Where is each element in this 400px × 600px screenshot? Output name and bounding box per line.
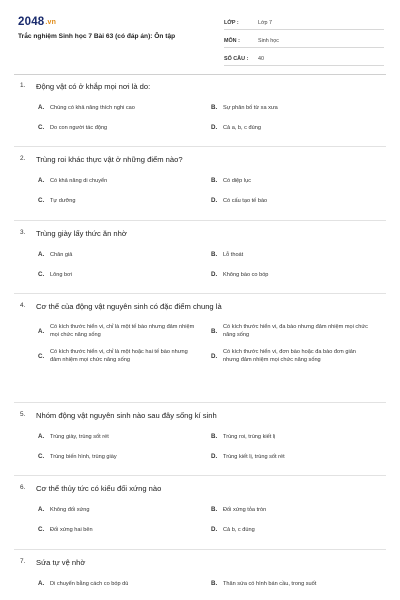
option-text: Tự dưỡng [50,198,76,204]
page-header [0,0,400,78]
option-text: Có kích thước hiển vi, đa bào nhưng đảm nhiệm mọi chức năng sống [223,324,368,338]
option-b[interactable] [211,251,384,259]
option-letter: D. [211,352,218,360]
option-letter: C. [38,352,45,360]
option-letter: B. [211,433,218,440]
option-d[interactable] [211,271,384,279]
question-text: Trùng roi khác thực vật ở những điểm nào? [36,155,183,164]
question-number: 3. [20,229,26,236]
option-letter: D. [211,197,218,204]
option-b[interactable] [211,177,384,185]
option-a[interactable] [38,177,211,185]
site-logo[interactable] [18,16,56,28]
option-letter: D. [211,124,218,131]
option-text: Cả a, b, c đúng [223,125,261,131]
option-letter: A. [38,506,45,513]
option-text: Sự phân bố từ xa xưa [223,105,278,111]
option-letter: B. [211,327,218,335]
question-divider [14,293,386,294]
question-divider [14,146,386,147]
question-number: 4. [20,302,26,309]
option-d[interactable] [211,453,384,461]
question-number: 7. [20,558,26,565]
option-text: Không bào co bóp [223,272,269,278]
question-divider [14,402,386,403]
option-c[interactable] [38,453,211,461]
option-text: Chân giả [50,252,73,258]
header-divider [14,74,386,75]
question-3 [14,229,386,279]
option-a[interactable] [38,323,211,339]
option-text: Có kích thước hiển vi, đơn bào hoặc đa bào đơn giản nhưng đảm nhiệm mọi chức năng sống [223,349,356,363]
option-letter: D. [211,526,218,533]
page-title: Trắc nghiệm Sinh học 7 Bài 63 (có đáp án): Ôn tập [18,33,176,40]
option-b[interactable] [211,104,384,112]
question-2 [14,155,386,205]
option-letter: C. [38,197,45,204]
option-c[interactable] [38,348,211,364]
option-text: Lông bơi [50,272,73,278]
logo-main-text: 2048 [18,16,45,28]
option-d[interactable] [211,526,384,534]
option-letter: D. [211,453,218,460]
option-b[interactable] [211,323,384,339]
question-6 [14,484,386,534]
question-divider [14,220,386,221]
option-d[interactable] [211,124,384,132]
option-text: Trùng giày, trùng sốt rét [50,434,109,440]
option-letter: C. [38,271,45,278]
option-text: Thân sứa có hình bán cầu, trong suốt [223,581,317,587]
logo-sub-text: .vn [45,19,57,26]
option-letter: B. [211,580,218,587]
question-text: Cơ thể thủy tức có kiểu đối xứng nào [36,484,162,493]
question-text: Trùng giày lấy thức ăn nhờ [36,229,127,238]
option-c[interactable] [38,197,211,205]
option-letter: A. [38,177,45,184]
option-text: Không đối xứng [50,507,90,513]
option-text: Có khả năng di chuyển [50,178,108,184]
question-4 [14,302,386,364]
option-c[interactable] [38,526,211,534]
meta-info [224,16,384,70]
option-text: Có diệp lục [223,178,251,184]
meta-value: Sinh học [258,37,279,44]
question-5 [14,411,386,461]
option-a[interactable] [38,251,211,259]
option-b[interactable] [211,433,384,441]
option-c[interactable] [38,271,211,279]
option-text: Cả b, c đúng [223,527,255,533]
option-text: Trùng roi, trùng kiết lị [223,434,276,440]
question-number: 1. [20,82,26,89]
option-letter: A. [38,580,45,587]
meta-label: SỐ CÂU : [224,55,249,62]
option-text: Đối xứng hai bên [50,527,93,533]
question-text: Nhóm động vật nguyên sinh nào sau đây sống kí sinh [36,411,217,420]
option-letter: A. [38,104,45,111]
question-number: 2. [20,155,26,162]
meta-row-count [224,52,384,66]
meta-label: MÔN : [224,37,240,44]
option-letter: B. [211,104,218,111]
option-letter: A. [38,251,45,258]
question-7 [14,558,386,588]
option-text: Có cấu tạo tế bào [223,198,268,204]
option-text: Đối xứng tỏa tròn [223,507,267,513]
option-text: Di chuyển bằng cách co bóp dù [50,581,129,587]
option-a[interactable] [38,580,211,588]
option-text: Lỗ thoát [223,252,244,258]
option-c[interactable] [38,124,211,132]
option-letter: B. [211,177,218,184]
option-letter: A. [38,433,45,440]
question-divider [14,475,386,476]
option-b[interactable] [211,506,384,514]
option-text: Trùng kiết lị, trùng sốt rét [223,454,285,460]
option-a[interactable] [38,104,211,112]
question-text: Sứa tự vệ nhờ [36,558,86,567]
option-b[interactable] [211,580,384,588]
option-a[interactable] [38,433,211,441]
meta-row-grade [224,16,384,30]
option-text: Do con người tác động [50,125,108,131]
option-letter: A. [38,327,45,335]
question-1 [14,82,386,132]
question-text: Động vật có ở khắp mọi nơi là do: [36,82,151,91]
option-text: Trùng biến hình, trùng giày [50,454,117,460]
meta-value: 40 [258,55,264,62]
option-letter: C. [38,124,45,131]
option-letter: C. [38,453,45,460]
question-number: 5. [20,411,26,418]
option-letter: B. [211,251,218,258]
meta-label: LỚP : [224,19,239,26]
question-divider [14,549,386,550]
meta-value: Lớp 7 [258,19,273,26]
option-text: Có kích thước hiển vi, chỉ là một hoặc hai tế bào nhưng đảm nhiệm mọi chức năng sống [50,349,188,363]
option-letter: C. [38,526,45,533]
option-letter: D. [211,271,218,278]
option-text: Có kích thước hiển vi, chỉ là một tế bào nhưng đảm nhiệm mọi chức năng sống [50,324,195,338]
option-d[interactable] [211,197,384,205]
question-text: Cơ thể của động vật nguyên sinh có đặc điểm chung là [36,302,222,311]
option-letter: B. [211,506,218,513]
meta-row-subject [224,34,384,48]
question-number: 6. [20,484,26,491]
option-a[interactable] [38,506,211,514]
option-text: Chúng có khả năng thích nghi cao [50,105,135,111]
option-d[interactable] [211,348,384,364]
